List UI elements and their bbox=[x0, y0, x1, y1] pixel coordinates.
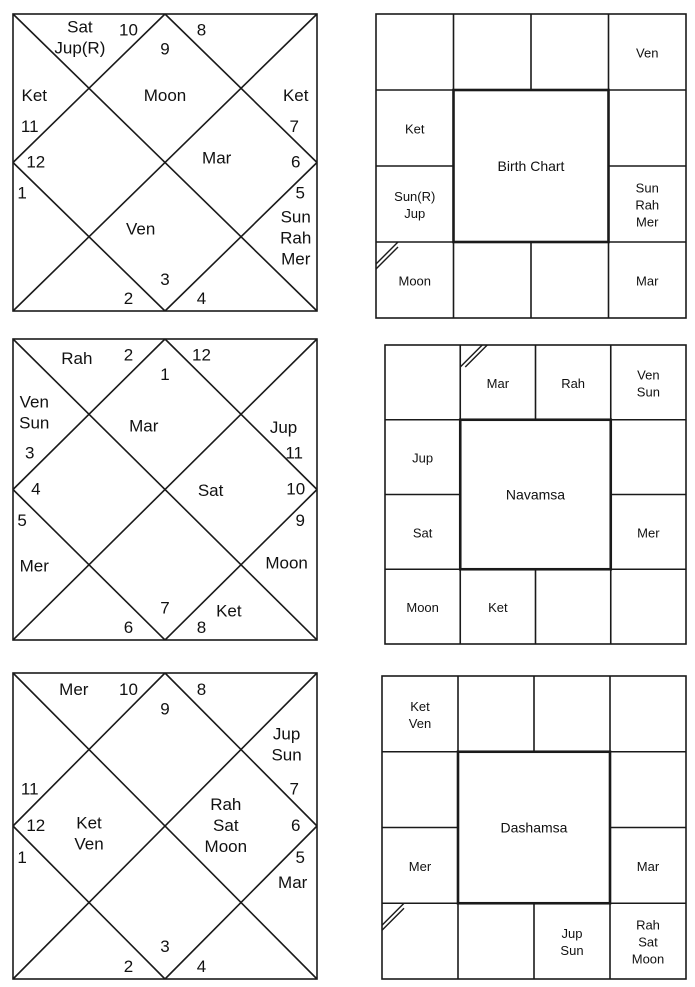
planet-label: Ket bbox=[404, 121, 425, 137]
house-sign-number: 5 bbox=[17, 511, 27, 531]
planet-label: Moon bbox=[631, 951, 665, 967]
planet-label: Mar bbox=[202, 148, 232, 168]
planet-label: Rah bbox=[61, 348, 93, 368]
planet-label: Mer bbox=[19, 556, 49, 576]
planet-label: Jup(R) bbox=[54, 38, 106, 58]
planet-label: Jup bbox=[272, 724, 301, 744]
planet-label: Rah bbox=[636, 917, 660, 933]
planet-label: Mer bbox=[59, 680, 89, 700]
planet-label: Moon bbox=[265, 553, 308, 573]
house-sign-number: 8 bbox=[196, 617, 207, 637]
planet-label: Ket bbox=[282, 85, 309, 105]
planet-label: Sun bbox=[19, 413, 50, 433]
ascendant-marker bbox=[376, 242, 398, 264]
ascendant-marker bbox=[382, 903, 404, 925]
planet-label: Jup bbox=[412, 450, 434, 466]
planet-label: Jup bbox=[561, 926, 583, 942]
house-sign-number: 4 bbox=[196, 956, 207, 976]
planet-label: Rah bbox=[561, 375, 586, 391]
house-sign-number: 11 bbox=[20, 116, 39, 136]
house-sign-number: 3 bbox=[160, 936, 170, 956]
ascendant-marker bbox=[460, 345, 482, 367]
house-sign-number: 4 bbox=[196, 289, 207, 309]
south-chart bbox=[385, 345, 686, 644]
planet-label: Mar bbox=[636, 273, 659, 289]
house-sign-number: 12 bbox=[192, 345, 211, 365]
planet-label: Rah bbox=[210, 795, 242, 815]
planet-label: Sat bbox=[67, 17, 93, 37]
north-chart bbox=[13, 339, 317, 640]
planet-label: Mar bbox=[486, 375, 510, 391]
planet-label: Moon bbox=[143, 85, 187, 105]
planet-label: Ket bbox=[216, 601, 242, 621]
house-sign-number: 10 bbox=[119, 20, 138, 40]
house-sign-number: 9 bbox=[295, 511, 306, 531]
house-sign-number: 11 bbox=[285, 443, 304, 463]
house-sign-number: 10 bbox=[286, 479, 306, 499]
house-sign-number: 3 bbox=[160, 269, 170, 289]
house-sign-number: 7 bbox=[289, 116, 299, 136]
planet-label: Mer bbox=[281, 249, 311, 269]
house-sign-number: 7 bbox=[289, 779, 299, 799]
north-chart bbox=[13, 673, 317, 979]
planet-label: Ven bbox=[126, 219, 156, 239]
planet-label: Ket bbox=[76, 813, 102, 833]
planet-label: Mer bbox=[636, 214, 659, 230]
house-sign-number: 5 bbox=[295, 183, 306, 203]
planet-label: Sun bbox=[271, 745, 302, 765]
ascendant-marker bbox=[465, 345, 487, 367]
planet-label: Mer bbox=[408, 858, 432, 874]
planet-label: Sat bbox=[197, 481, 224, 501]
house-sign-number: 8 bbox=[196, 679, 207, 699]
house-sign-number: 7 bbox=[160, 598, 170, 618]
planet-label: Sun bbox=[636, 384, 660, 400]
house-sign-number: 5 bbox=[295, 848, 306, 868]
chart-title: Navamsa bbox=[505, 486, 566, 503]
chart-title: Birth Chart bbox=[497, 158, 565, 174]
ascendant-marker bbox=[376, 247, 398, 269]
planet-label: Ket bbox=[21, 85, 48, 105]
planet-label: Ven bbox=[408, 715, 432, 731]
planet-label: Mar bbox=[278, 872, 308, 892]
planet-label: Moon bbox=[398, 273, 432, 289]
planet-label: Sat bbox=[638, 934, 658, 950]
planet-label: Sun(R) bbox=[394, 188, 436, 204]
house-sign-number: 6 bbox=[290, 152, 301, 172]
planet-label: Sat bbox=[213, 816, 239, 836]
planet-label: Moon bbox=[406, 600, 439, 616]
house-sign-number: 1 bbox=[160, 365, 170, 385]
planet-label: Ven bbox=[636, 45, 659, 61]
north-chart bbox=[13, 14, 317, 311]
planet-label: Moon bbox=[204, 837, 248, 857]
house-sign-number: 2 bbox=[123, 956, 134, 976]
house-sign-number: 6 bbox=[123, 617, 134, 637]
planet-label: Sun bbox=[280, 207, 311, 227]
house-sign-number: 9 bbox=[160, 699, 170, 719]
house-sign-number: 4 bbox=[31, 479, 41, 499]
ascendant-marker bbox=[382, 908, 404, 930]
house-sign-number: 6 bbox=[290, 816, 301, 835]
planet-label: Mar bbox=[636, 858, 660, 874]
chart-title: Dashamsa bbox=[500, 819, 568, 836]
planet-label: Mar bbox=[129, 416, 159, 436]
planet-label: Jup bbox=[404, 205, 426, 221]
house-sign-number: 1 bbox=[17, 848, 27, 868]
planet-label: Sun bbox=[560, 943, 584, 959]
house-sign-number: 9 bbox=[160, 39, 170, 59]
planet-label: Rah bbox=[635, 197, 660, 213]
planet-label: Sun bbox=[635, 180, 659, 196]
house-sign-number: 2 bbox=[123, 289, 134, 309]
house-sign-number: 8 bbox=[196, 20, 207, 40]
house-sign-number: 12 bbox=[26, 816, 46, 835]
south-chart bbox=[382, 676, 686, 979]
house-sign-number: 11 bbox=[20, 779, 39, 799]
house-sign-number: 2 bbox=[123, 345, 134, 365]
planet-label: Mer bbox=[637, 525, 660, 541]
planet-label: Ket bbox=[410, 698, 430, 714]
planet-label: Sat bbox=[412, 525, 433, 541]
house-sign-number: 10 bbox=[119, 679, 138, 699]
house-sign-number: 1 bbox=[17, 183, 27, 203]
planet-label: Rah bbox=[280, 228, 312, 248]
house-sign-number: 3 bbox=[24, 443, 35, 463]
planet-label: Ven bbox=[19, 392, 49, 412]
planet-label: Ven bbox=[637, 367, 660, 383]
planet-label: Ket bbox=[488, 600, 508, 616]
house-sign-number: 12 bbox=[26, 152, 46, 172]
planet-label: Jup bbox=[269, 418, 298, 438]
south-chart bbox=[376, 14, 686, 318]
planet-label: Ven bbox=[74, 834, 104, 854]
